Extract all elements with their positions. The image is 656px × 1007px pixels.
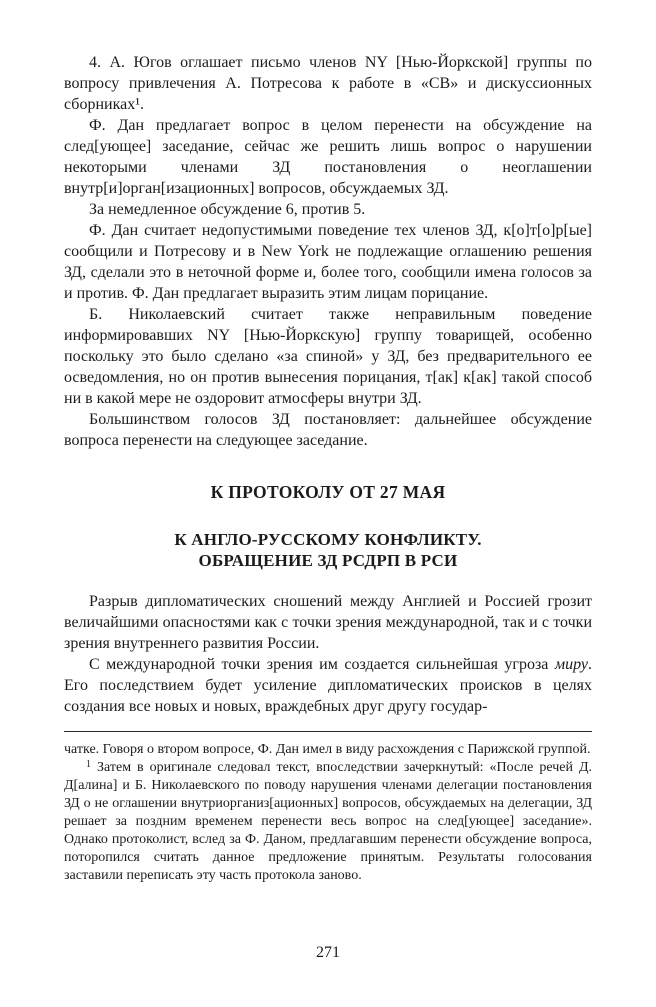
appeal-paragraph-international — [64, 654, 592, 717]
protocol-paragraph-dan-opinion: Ф. Дан считает недопустимыми поведение тех членов ЗД, к[о]т[о]р[ые] сообщили и Потресову и в New York не подлежащие оглашению решения ЗД, сделали это в неточной форме и, более того, сообщили имена голосов за и против. Ф. Дан предлагает выразить этим лицам порицание. — [64, 222, 592, 302]
protocol-paragraph-resolution: Большинством голосов ЗД постановляет: дальнейшее обсуждение вопроса перенести на следующее заседание. — [64, 411, 592, 449]
footnote-marker: 1 — [86, 758, 91, 770]
appeal-heading-line2: ОБРАЩЕНИЕ ЗД РСДРП В РСИ — [198, 551, 458, 570]
protocol-paragraph-vote-result: За немедленное обсуждение 6, против 5. — [89, 201, 366, 218]
footnote-separator — [64, 731, 592, 732]
page-number: 271 — [316, 944, 340, 961]
footnote-continuation: чатке. Говоря о втором вопросе, Ф. Дан имел в виду расхождения с Парижской группой. — [64, 742, 591, 757]
footnote-1 — [64, 759, 592, 885]
appeal-heading-line1: К АНГЛО-РУССКОМУ КОНФЛИКТУ. — [174, 530, 482, 549]
appeal-paragraph-text-before: С международной точки зрения им создается сильнейшая угроза — [89, 656, 555, 673]
emphasized-word: миру — [554, 656, 588, 673]
protocol-paragraph-nikolaevsky-opinion: Б. Николаевский считает также неправильным поведение информировавших NY [Нью-Йоркскую] группу товарищей, особенно поскольку это было сделано «за спиной» у ЗД, без предварительного ее осведомления, но он против вынесения порицания, т[ак] к[ак] такой способ ни в какой мере не оздоровит атмосферы внутри ЗД. — [64, 306, 592, 407]
appeal-paragraph-text-after: . Его последствием будет усиление дипломатических происков в целях создания все новых и новых, враждебных друг другу государ- — [64, 656, 592, 715]
footnotes-block — [64, 741, 592, 885]
protocol-paragraph-dan-proposal: Ф. Дан предлагает вопрос в целом перенести на обсуждение на след[ующее] заседание, сейчас же решить лишь вопрос о нарушении некоторыми членами ЗД постановления о неоглашении внутр[и]орган[изационных] вопросов, обсуждаемых ЗД. — [64, 117, 592, 197]
section-heading-protocol-27-may: К ПРОТОКОЛУ ОТ 27 МАЯ — [210, 482, 446, 502]
protocol-paragraph-yugov-letter: 4. А. Югов оглашает письмо членов NY [Нью-Йоркской] группы по вопросу привлечения А. Потресова к работе в «СВ» и дискуссионных сборниках¹. — [64, 54, 592, 113]
section-heading-appeal — [64, 529, 592, 571]
appeal-paragraph-rupture: Разрыв дипломатических сношений между Англией и Россией грозит величайшими опасностями как с точки зрения международной, так и с точки зрения внутреннего развития России. — [64, 593, 592, 652]
footnote-1-text: Затем в оригинале следовал текст, впоследствии зачеркнутый: «После речей Д. Д[алина] и Б. Николаевского по поводу нарушения членами делегации постановления ЗД о не оглашении внутриорганиз[ационных] вопросов, обсуждаемых на делегации, ЗД решает за поздним временем перенести весь вопрос на след[ующее] заседание». Однако протоколист, вслед за Ф. Даном, предлагавшим перенести обсуждение вопроса, поторопился считать данное предложение принятым. Результаты голосования заставили переписать эту часть протокола заново. — [64, 760, 592, 883]
